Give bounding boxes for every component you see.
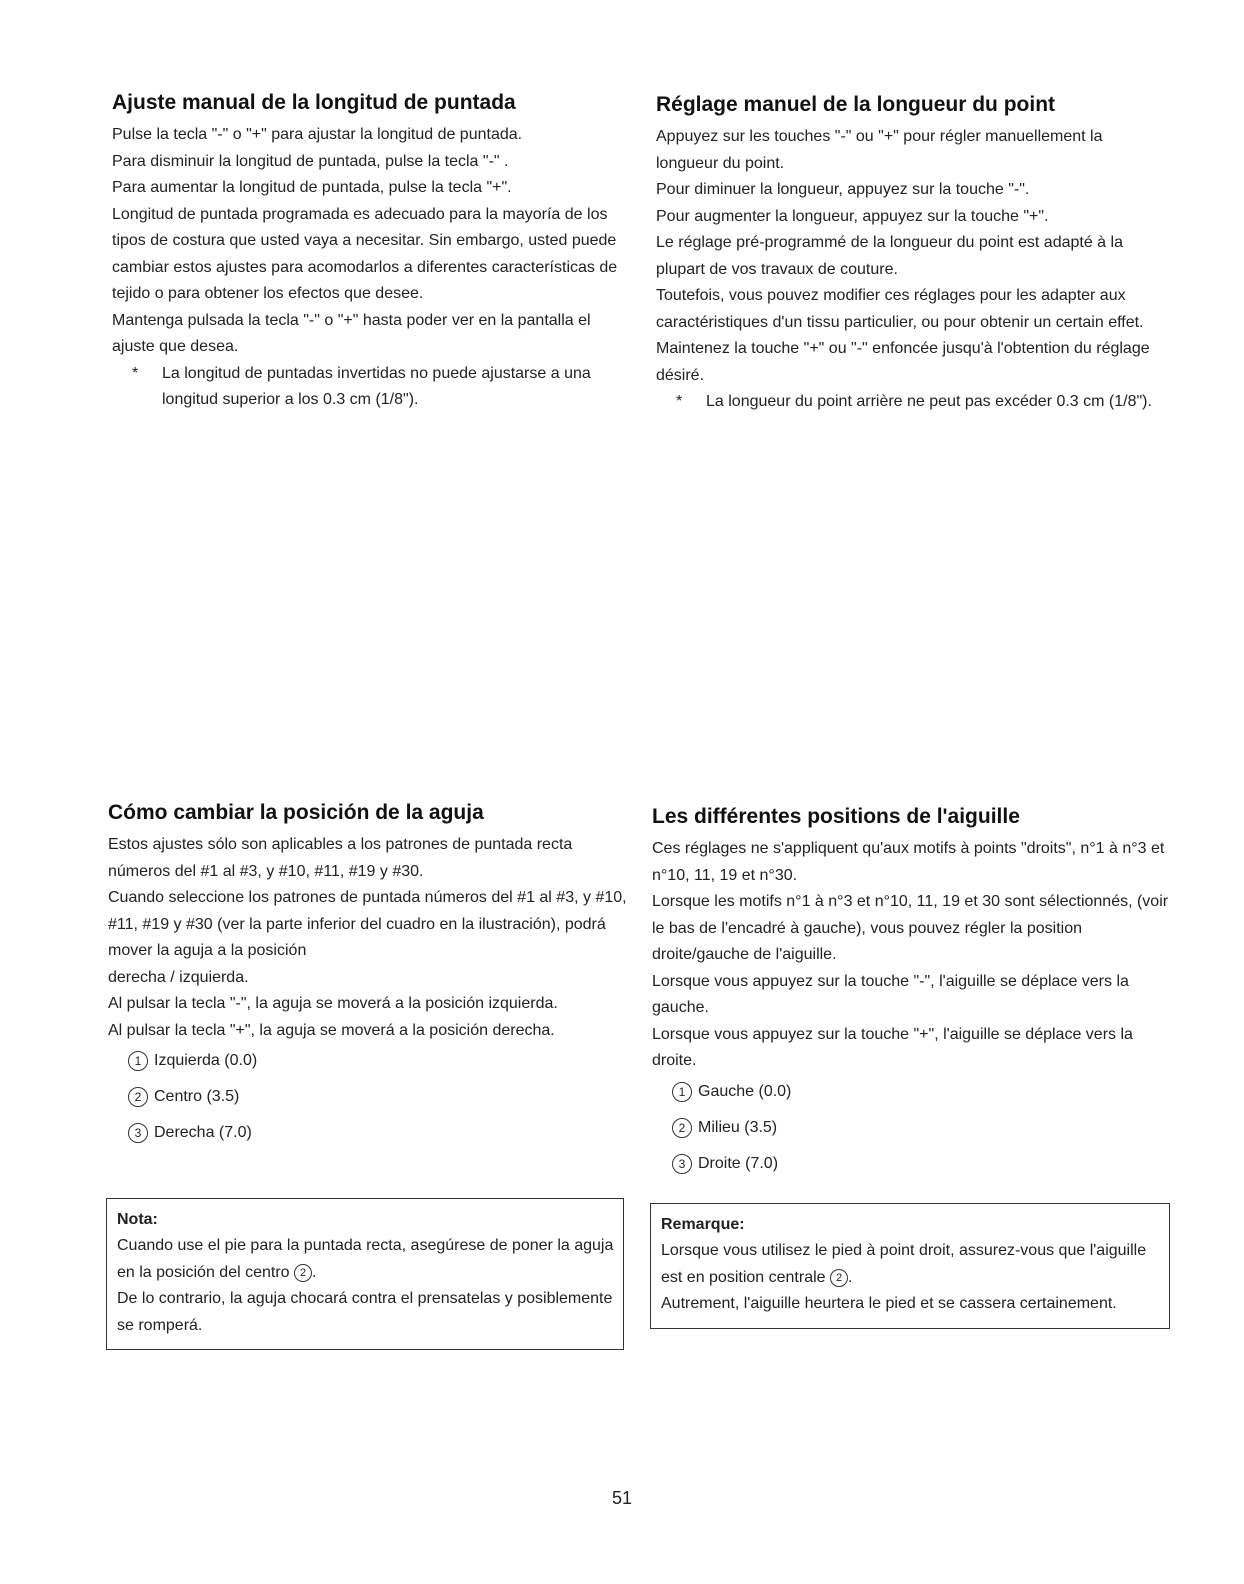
list-item [672,1117,1172,1139]
fr-position-list [672,1081,1172,1175]
position-label: Droite (7.0) [698,1154,779,1172]
es-needle-paragraph: Al pulsar la tecla "+", la aguja se moverá a la posición derecha. [108,1021,555,1039]
es-needle-paragraph: Cuando seleccione los patrones de puntada números del #1 al #3, y #10, #11, #19 y #30 (ver la parte inferior del cuadro en la ilustración), podrá mover la aguja a la posición [108,889,627,959]
es-length-paragraph: Longitud de puntada programada es adecuado para la mayoría de los tipos de costura que usted vaya a necesitar. Sin embargo, usted puede cambiar estos ajustes para acomodarlos a diferentes características de tejido o para obtener los efectos que desee. [112,205,618,302]
fr-length-bullet [676,389,1166,416]
es-length-paragraph: Para aumentar la longitud de puntada, pulse la tecla "+". [112,179,512,196]
fr-stitch-length-section [656,92,1166,416]
list-item [128,1122,628,1144]
fr-note-period: . [848,1268,853,1286]
es-needle-paragraph: derecha / izquierda. [108,968,249,986]
fr-needle-paragraph: Ces réglages ne s'appliquent qu'aux motifs à points "droits", n°1 à n°3 et n°10, 11, 19 et n°30. [652,840,1165,884]
fr-note-line1: Lorsque vous utilisez le pied à point droit, assurez-vous que l'aiguille est en position centrale [661,1242,1147,1286]
fr-stitch-length-title: Réglage manuel de la longueur du point [656,93,1056,116]
es-length-paragraph: Mantenga pulsada la tecla "-" o "+" hasta poder ver en la pantalla el ajuste que desea. [112,311,591,355]
es-note-line1: Cuando use el pie para la puntada recta, asegúrese de poner la aguja en la posición del centro [117,1237,614,1281]
es-note-period: . [312,1263,317,1281]
es-note-line2: De lo contrario, la aguja chocará contra el prensatelas y posiblemente se romperá. [117,1290,613,1334]
fr-note-title: Remarque: [661,1216,745,1233]
circled-number: 1 [672,1082,692,1102]
position-label: Centro (3.5) [154,1088,240,1105]
fr-note-text [661,1238,1161,1291]
bullet-mark: * [132,364,139,382]
fr-needle-paragraph: Lorsque les motifs n°1 à n°3 et n°10, 11, 19 et 30 sont sélectionnés, (voir le bas de l'encadré à gauche), vous pouvez régler la position droite/gauche de l'aiguille. [652,893,1169,963]
fr-length-paragraph: Maintenez la touche "+" ou "-" enfoncée jusqu'à l'obtention du réglage désiré. [656,340,1150,384]
circled-number: 2 [294,1264,312,1282]
es-note-title: Nota: [117,1211,158,1228]
position-label: Gauche (0.0) [698,1082,792,1100]
es-position-list [128,1050,628,1144]
fr-length-paragraph: Pour augmenter la longueur, appuyez sur la touche "+". [656,207,1049,225]
circled-number: 2 [128,1087,148,1107]
fr-length-bullet-text: La longueur du point arrière ne peut pas excéder 0.3 cm (1/8"). [706,393,1152,410]
fr-length-paragraph: Appuyez sur les touches "-" ou "+" pour régler manuellement la longueur du point. [656,128,1103,172]
es-stitch-length-section [112,90,632,414]
circled-number: 3 [672,1154,692,1174]
circled-number: 3 [128,1123,148,1143]
es-needle-position-title: Cómo cambiar la posición de la aguja [108,801,484,824]
position-label: Milieu (3.5) [698,1118,778,1136]
fr-needle-paragraph: Lorsque vous appuyez sur la touche "+", l'aiguille se déplace vers la droite. [652,1025,1133,1069]
fr-note-line2: Autrement, l'aiguille heurtera le pied et se cassera certainement. [661,1295,1117,1312]
fr-length-paragraph: Pour diminuer la longueur, appuyez sur la touche "-". [656,181,1030,198]
fr-needle-position-section [652,804,1172,1189]
es-needle-position-section [108,800,628,1158]
fr-length-paragraph: Le réglage pré-programmé de la longueur du point est adapté à la plupart de vos travaux de couture. [656,234,1123,278]
es-note-box [106,1198,624,1350]
es-length-bullet-text: La longitud de puntadas invertidas no puede ajustarse a una longitud superior a los 0.3 cm (1/8"). [162,364,591,408]
position-label: Izquierda (0.0) [154,1052,258,1069]
position-label: Derecha (7.0) [154,1124,252,1141]
list-item [672,1153,1172,1175]
fr-note-box [650,1203,1170,1329]
fr-needle-position-title: Les différentes positions de l'aiguille [652,805,1020,828]
fr-needle-paragraph: Lorsque vous appuyez sur la touche "-", l'aiguille se déplace vers la gauche. [652,972,1129,1016]
list-item [128,1086,628,1108]
es-note-text [117,1233,615,1286]
page-number: 51 [611,1488,633,1508]
circled-number: 1 [128,1051,148,1071]
es-stitch-length-title: Ajuste manual de la longitud de puntada [112,91,516,114]
es-needle-paragraph: Estos ajustes sólo son aplicables a los patrones de puntada recta números del #1 al #3, y #10, #11, #19 y #30. [108,836,573,880]
es-length-paragraph: Para disminuir la longitud de puntada, pulse la tecla "-" . [112,152,509,170]
list-item [672,1081,1172,1103]
es-needle-paragraph: Al pulsar la tecla "-", la aguja se moverá a la posición izquierda. [108,995,558,1012]
circled-number: 2 [672,1118,692,1138]
es-length-bullet [132,361,632,414]
bullet-mark: * [676,393,683,410]
es-length-paragraph: Pulse la tecla "-" o "+" para ajustar la longitud de puntada. [112,126,523,143]
list-item [128,1050,628,1072]
fr-length-paragraph: Toutefois, vous pouvez modifier ces réglages pour les adapter aux caractéristiques d'un tissu particulier, ou pour obtenir un certain effet. [656,287,1144,331]
circled-number: 2 [830,1269,848,1287]
